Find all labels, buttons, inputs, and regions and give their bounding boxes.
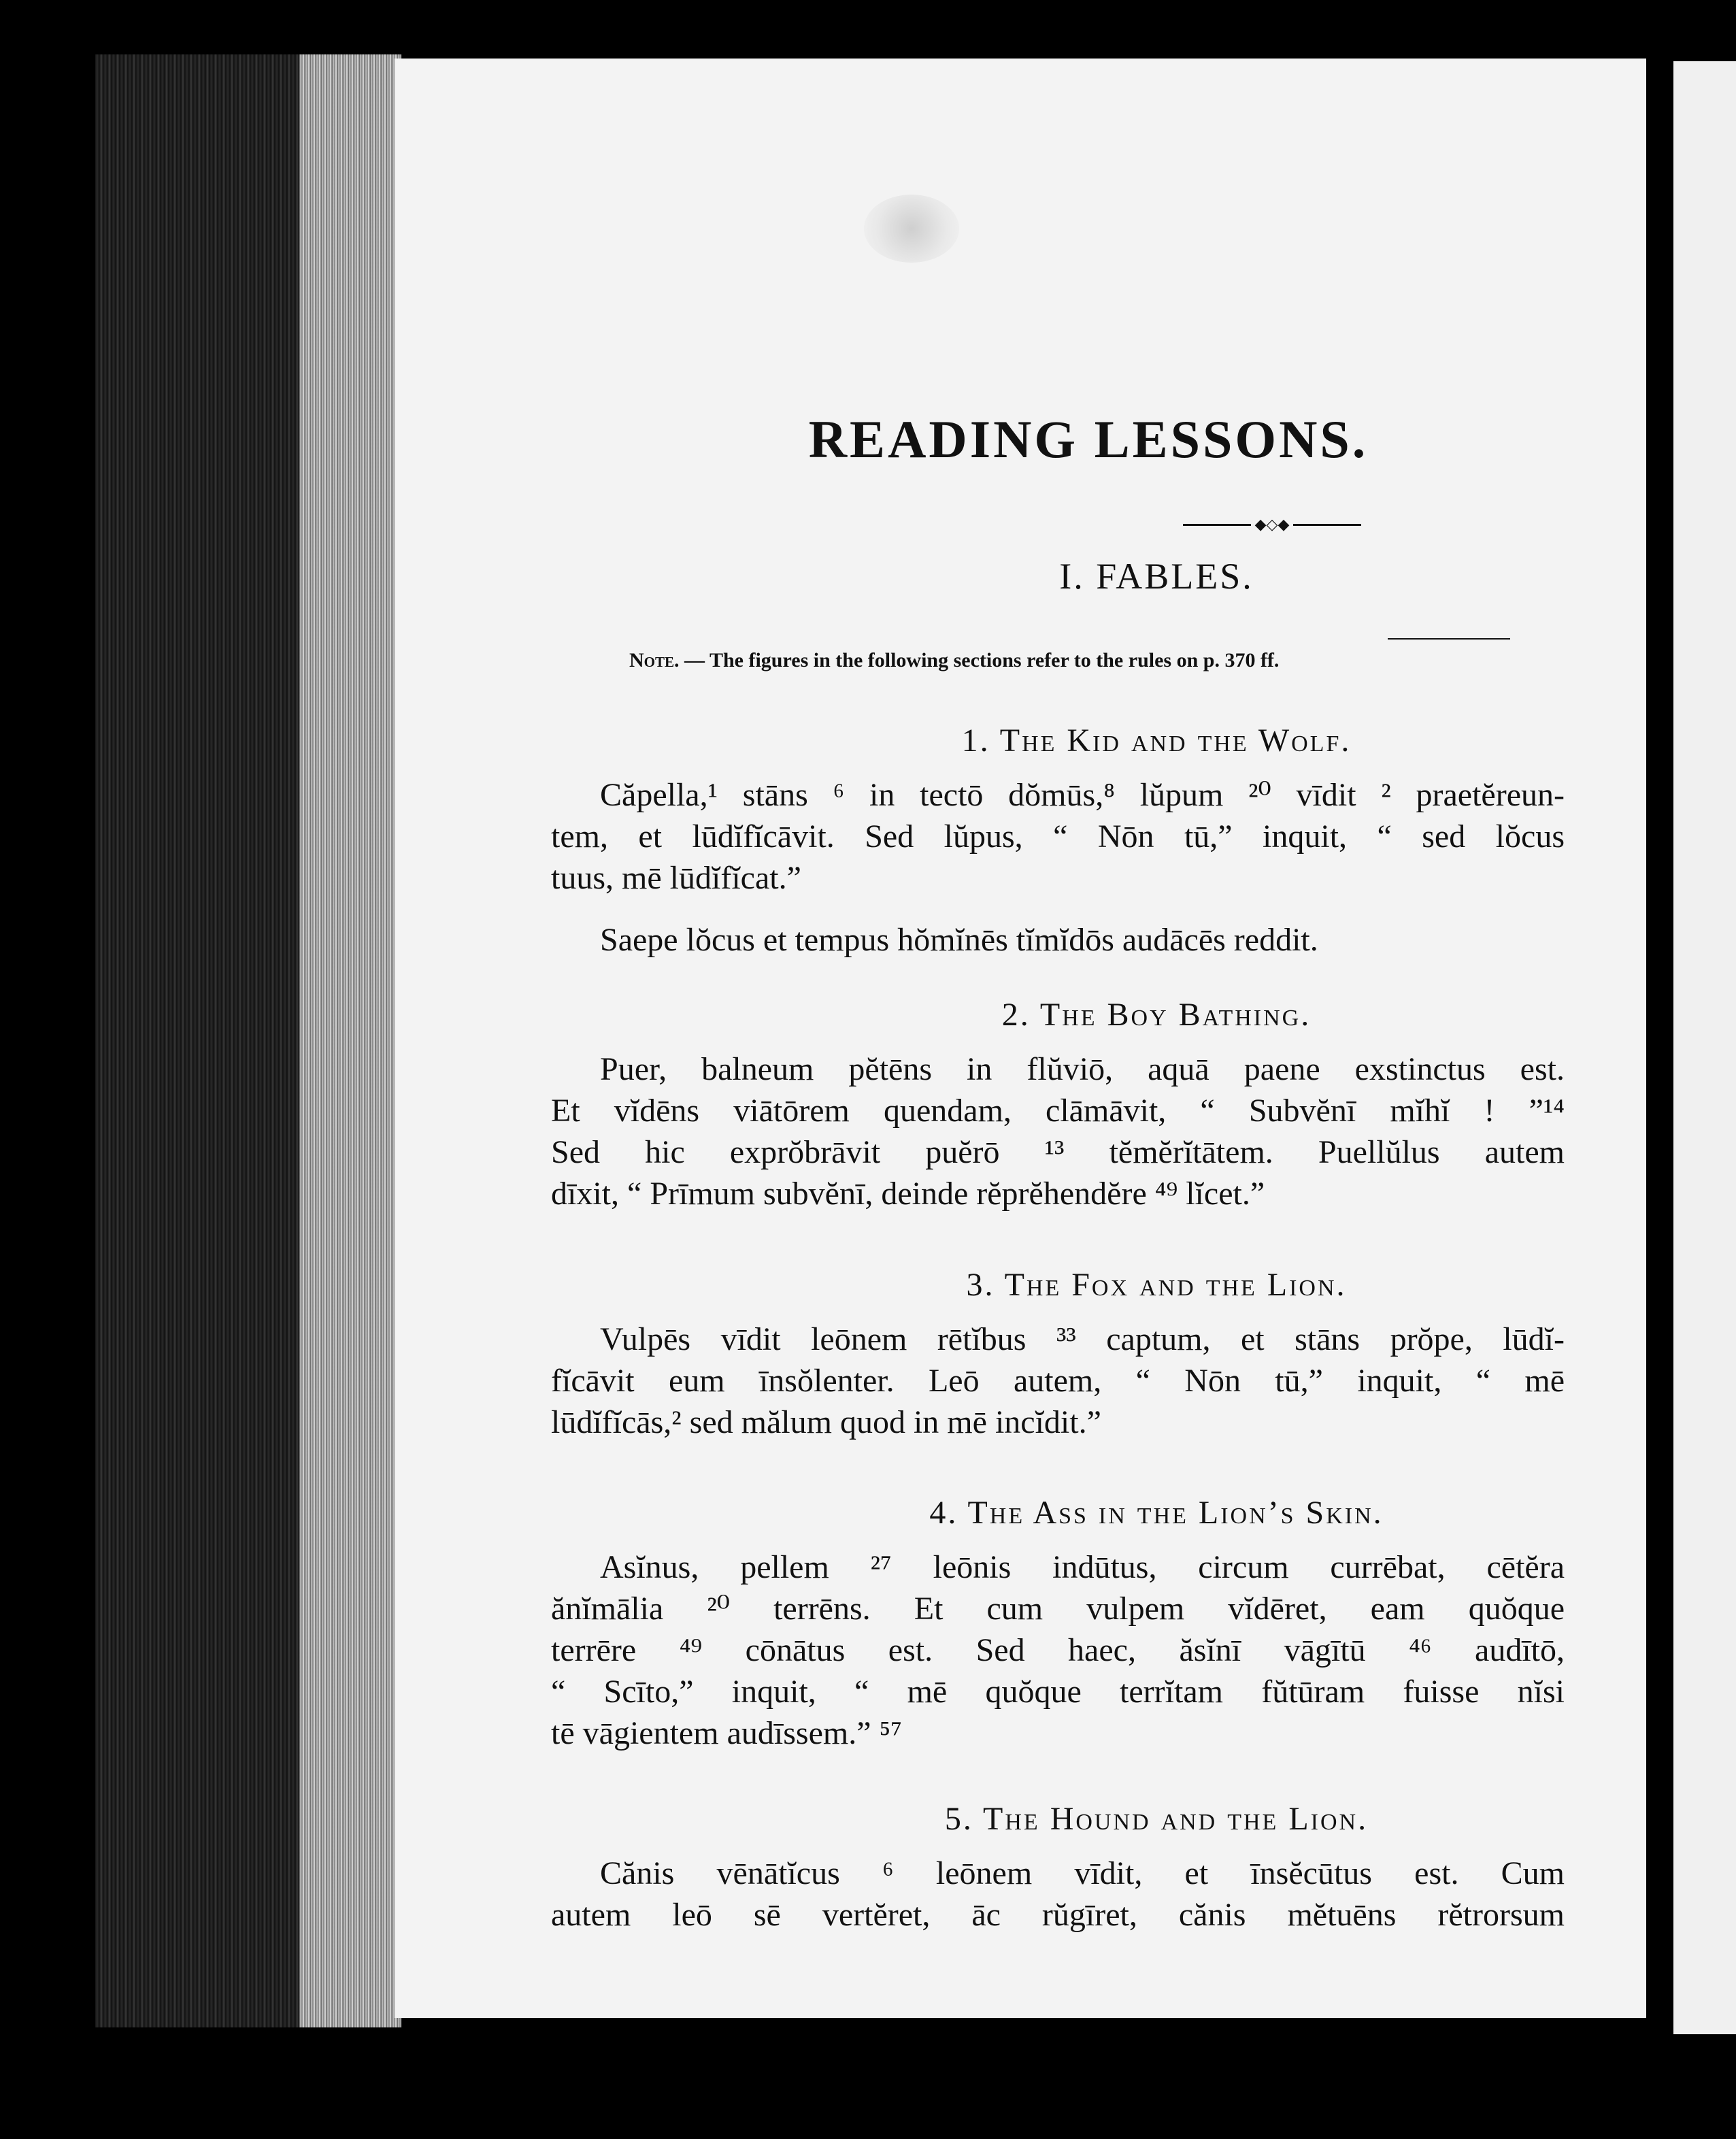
fable-paragraph <box>551 1048 1565 1214</box>
fable-paragraph <box>551 1853 1565 1936</box>
text-line: Cănis vēnātĭcus ⁶ leōnem vīdit, et īnsĕcūtus est. Cum <box>600 1855 1565 1891</box>
text-line: Vulpēs vīdit leōnem rētĭbus ³³ captum, et stāns prŏpe, lūdĭ- <box>600 1321 1565 1357</box>
fable-heading: 2. The Boy Bathing. <box>1001 997 1312 1033</box>
text-line: “ Scīto,” inquit, “ mē quŏque terrĭtam fŭtūram fuisse nĭsi <box>551 1674 1565 1710</box>
text-line: lūdĭfĭcās,² sed mălum quod in mē incĭdit.” <box>551 1404 1101 1440</box>
fable-heading: 1. The Kid and the Wolf. <box>961 723 1352 759</box>
fable-paragraph <box>551 919 1565 961</box>
text-line: Asĭnus, pellem ²⁷ leōnis indūtus, circum currēbat, cētĕra <box>600 1549 1565 1585</box>
page-title: READING LESSONS. <box>808 410 1369 469</box>
page-stain <box>864 195 959 263</box>
fable-paragraph <box>551 1546 1565 1754</box>
page-stack <box>299 54 401 2027</box>
text-line: Saepe lŏcus et tempus hŏmĭnēs tĭmĭdōs audācēs reddit. <box>600 922 1318 958</box>
book-page <box>395 59 1646 2018</box>
text-line: fĭcāvit eum īnsŏlenter. Leō autem, “ Nōn tū,” inquit, “ mē <box>551 1363 1565 1399</box>
note-lead: Note. <box>629 649 680 671</box>
text-line: ănĭmālia ²⁰ terrēns. Et cum vulpem vĭdēret, eam quŏque <box>551 1591 1565 1627</box>
divider <box>1388 638 1510 640</box>
fable-heading: 5. The Hound and the Lion. <box>944 1801 1369 1837</box>
text-line: Et vĭdēns viātōrem quendam, clāmāvit, “ Subvĕnī mĭhĭ ! ”¹⁴ <box>551 1093 1565 1129</box>
section-title: I. FABLES. <box>1059 556 1254 597</box>
note-text: — The figures in the following sections refer to the rules on p. 370 ff. <box>679 649 1280 671</box>
fable-paragraph <box>551 1319 1565 1443</box>
facing-page-edge <box>1673 61 1736 2034</box>
text-line: tuus, mē lūdĭfĭcat.” <box>551 860 801 896</box>
text-line: terrēre ⁴⁹ cōnātus est. Sed haec, ăsĭnī vāgītū ⁴⁶ audītō, <box>551 1632 1565 1668</box>
text-line: tē vāgientem audīssem.” ⁵⁷ <box>551 1715 902 1751</box>
text-line: dīxit, “ Prīmum subvĕnī, deinde rĕprĕhendĕre ⁴⁹ lĭcet.” <box>551 1176 1265 1212</box>
text-line: Puer, balneum pĕtēns in flŭviō, aquā paene exstinctus est. <box>600 1051 1565 1087</box>
text-line: autem leō sē vertĕret, āc rŭgīret, cănis mĕtuēns rĕtrorsum <box>551 1897 1565 1933</box>
note <box>629 649 1582 672</box>
text-line: Sed hic exprŏbrāvit puĕrō ¹³ tĕmĕrĭtātem. Puellŭlus autem <box>551 1134 1565 1170</box>
fable-paragraph <box>551 774 1565 899</box>
ornamental-rule: ◆◇◆ <box>1014 516 1531 533</box>
fable-heading: 4. The Ass in the Lion’s Skin. <box>929 1495 1384 1531</box>
text-line: tem, et lūdĭfĭcāvit. Sed lŭpus, “ Nōn tū,” inquit, “ sed lŏcus <box>551 818 1565 855</box>
text-line: Căpella,¹ stāns ⁶ in tectō dŏmūs,⁸ lŭpum ²⁰ vīdit ² praetĕreun- <box>600 777 1565 813</box>
fable-heading: 3. The Fox and the Lion. <box>966 1267 1347 1303</box>
